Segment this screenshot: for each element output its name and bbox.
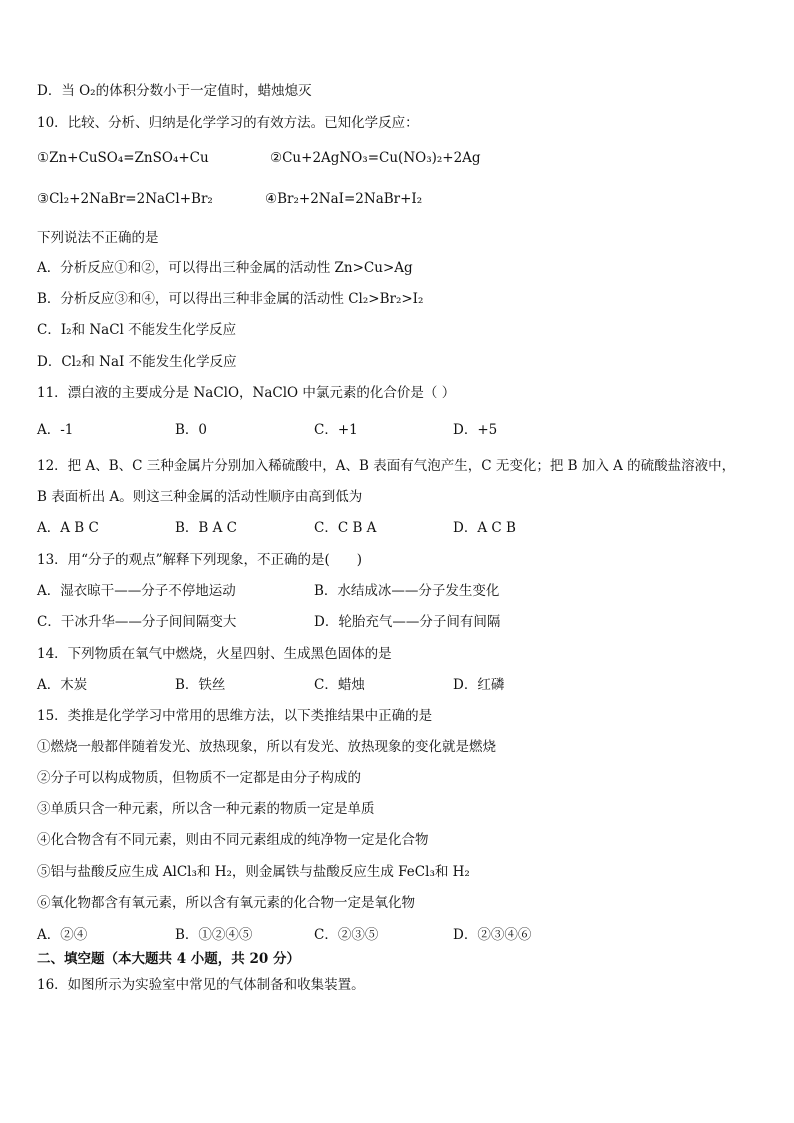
q14-stem: 14．下列物质在氧气中燃烧，火星四射、生成黑色固体的是	[37, 646, 392, 662]
q10-reaction-4: ④Br₂+2NaI=2NaBr+I₂	[265, 191, 423, 207]
q10-option-b: B．分析反应③和④，可以得出三种非金属的活动性 Cl₂>Br₂>I₂	[37, 291, 424, 307]
q15-statement-1: ①燃烧一般都伴随着发光、放热现象，所以有发光、放热现象的变化就是燃烧	[37, 739, 496, 755]
q11-option-d: D．+5	[453, 422, 498, 438]
q13-stem: 13．用“分子的观点”解释下列现象，不正确的是( )	[37, 552, 363, 568]
q15-statement-3: ③单质只含一种元素，所以含一种元素的物质一定是单质	[37, 801, 375, 817]
q12-stem-line1: 12．把 A、B、C 三种金属片分别加入稀硫酸中，A、B 表面有气泡产生，C 无变化；把 B 加入 A 的硫酸盐溶液中，	[37, 458, 736, 474]
q15-statement-4: ④化合物含有不同元素，则由不同元素组成的纯净物一定是化合物	[37, 832, 429, 848]
q11-option-a: A．-1	[37, 422, 74, 438]
q15-option-c: C．②③⑤	[314, 927, 379, 943]
q10-reaction-1: ①Zn+CuSO₄=ZnSO₄+Cu	[37, 150, 209, 166]
q13-option-d: D．轮胎充气——分子间有间隔	[314, 614, 501, 630]
q10-option-d: D．Cl₂和 NaI 不能发生化学反应	[37, 354, 237, 370]
q10-prompt: 下列说法不正确的是	[37, 230, 159, 246]
q15-option-b: B．①②④⑤	[175, 927, 253, 943]
q15-statement-2: ②分子可以构成物质，但物质不一定都是由分子构成的	[37, 770, 361, 786]
q10-reaction-2: ②Cu+2AgNO₃=Cu(NO₃)₂+2Ag	[270, 150, 481, 166]
q14-option-b: B．铁丝	[175, 677, 226, 693]
q12-option-a: A．A B C	[37, 520, 99, 536]
q10-option-a: A．分析反应①和②，可以得出三种金属的活动性 Zn>Cu>Ag	[37, 260, 413, 276]
q15-statement-5: ⑤铝与盐酸反应生成 AlCl₃和 H₂，则金属铁与盐酸反应生成 FeCl₃和 H₂	[37, 864, 470, 880]
q15-option-a: A．②④	[37, 927, 88, 943]
q15-stem: 15．类推是化学学习中常用的思维方法，以下类推结果中正确的是	[37, 708, 433, 724]
q10-reaction-3: ③Cl₂+2NaBr=2NaCl+Br₂	[37, 191, 213, 207]
q12-option-c: C．C B A	[314, 520, 377, 536]
q14-option-c: C．蜡烛	[314, 677, 365, 693]
q14-option-a: A．木炭	[37, 677, 88, 693]
q10-stem: 10．比较、分析、归纳是化学学习的有效方法。已知化学反应：	[37, 115, 419, 131]
q10-option-c: C．I₂和 NaCl 不能发生化学反应	[37, 322, 237, 338]
q13-option-a: A．湿衣晾干——分子不停地运动	[37, 583, 236, 599]
section-2-heading: 二、填空题（本大题共 4 小题，共 20 分）	[37, 951, 300, 967]
q12-option-b: B．B A C	[175, 520, 238, 536]
q13-option-c: C．干冰升华——分子间间隔变大	[37, 614, 237, 630]
q11-stem: 11．漂白液的主要成分是 NaClO，NaClO 中氯元素的化合价是（ ）	[37, 385, 456, 401]
q11-option-b: B．0	[175, 422, 208, 438]
q12-option-d: D．A C B	[453, 520, 516, 536]
q11-option-c: C．+1	[314, 422, 358, 438]
q13-option-b: B．水结成冰——分子发生变化	[314, 583, 500, 599]
q16-stem: 16．如图所示为实验室中常见的气体制备和收集装置。	[37, 977, 365, 993]
q12-stem-line2: B 表面析出 A。则这三种金属的活动性顺序由高到低为	[37, 489, 363, 505]
q15-option-d: D．②③④⑥	[453, 927, 532, 943]
q15-statement-6: ⑥氧化物都含有氧元素，所以含有氧元素的化合物一定是氧化物	[37, 895, 415, 911]
q14-option-d: D．红磷	[453, 677, 505, 693]
q9-option-d: D．当 O₂的体积分数小于一定值时，蜡烛熄灭	[37, 83, 312, 99]
